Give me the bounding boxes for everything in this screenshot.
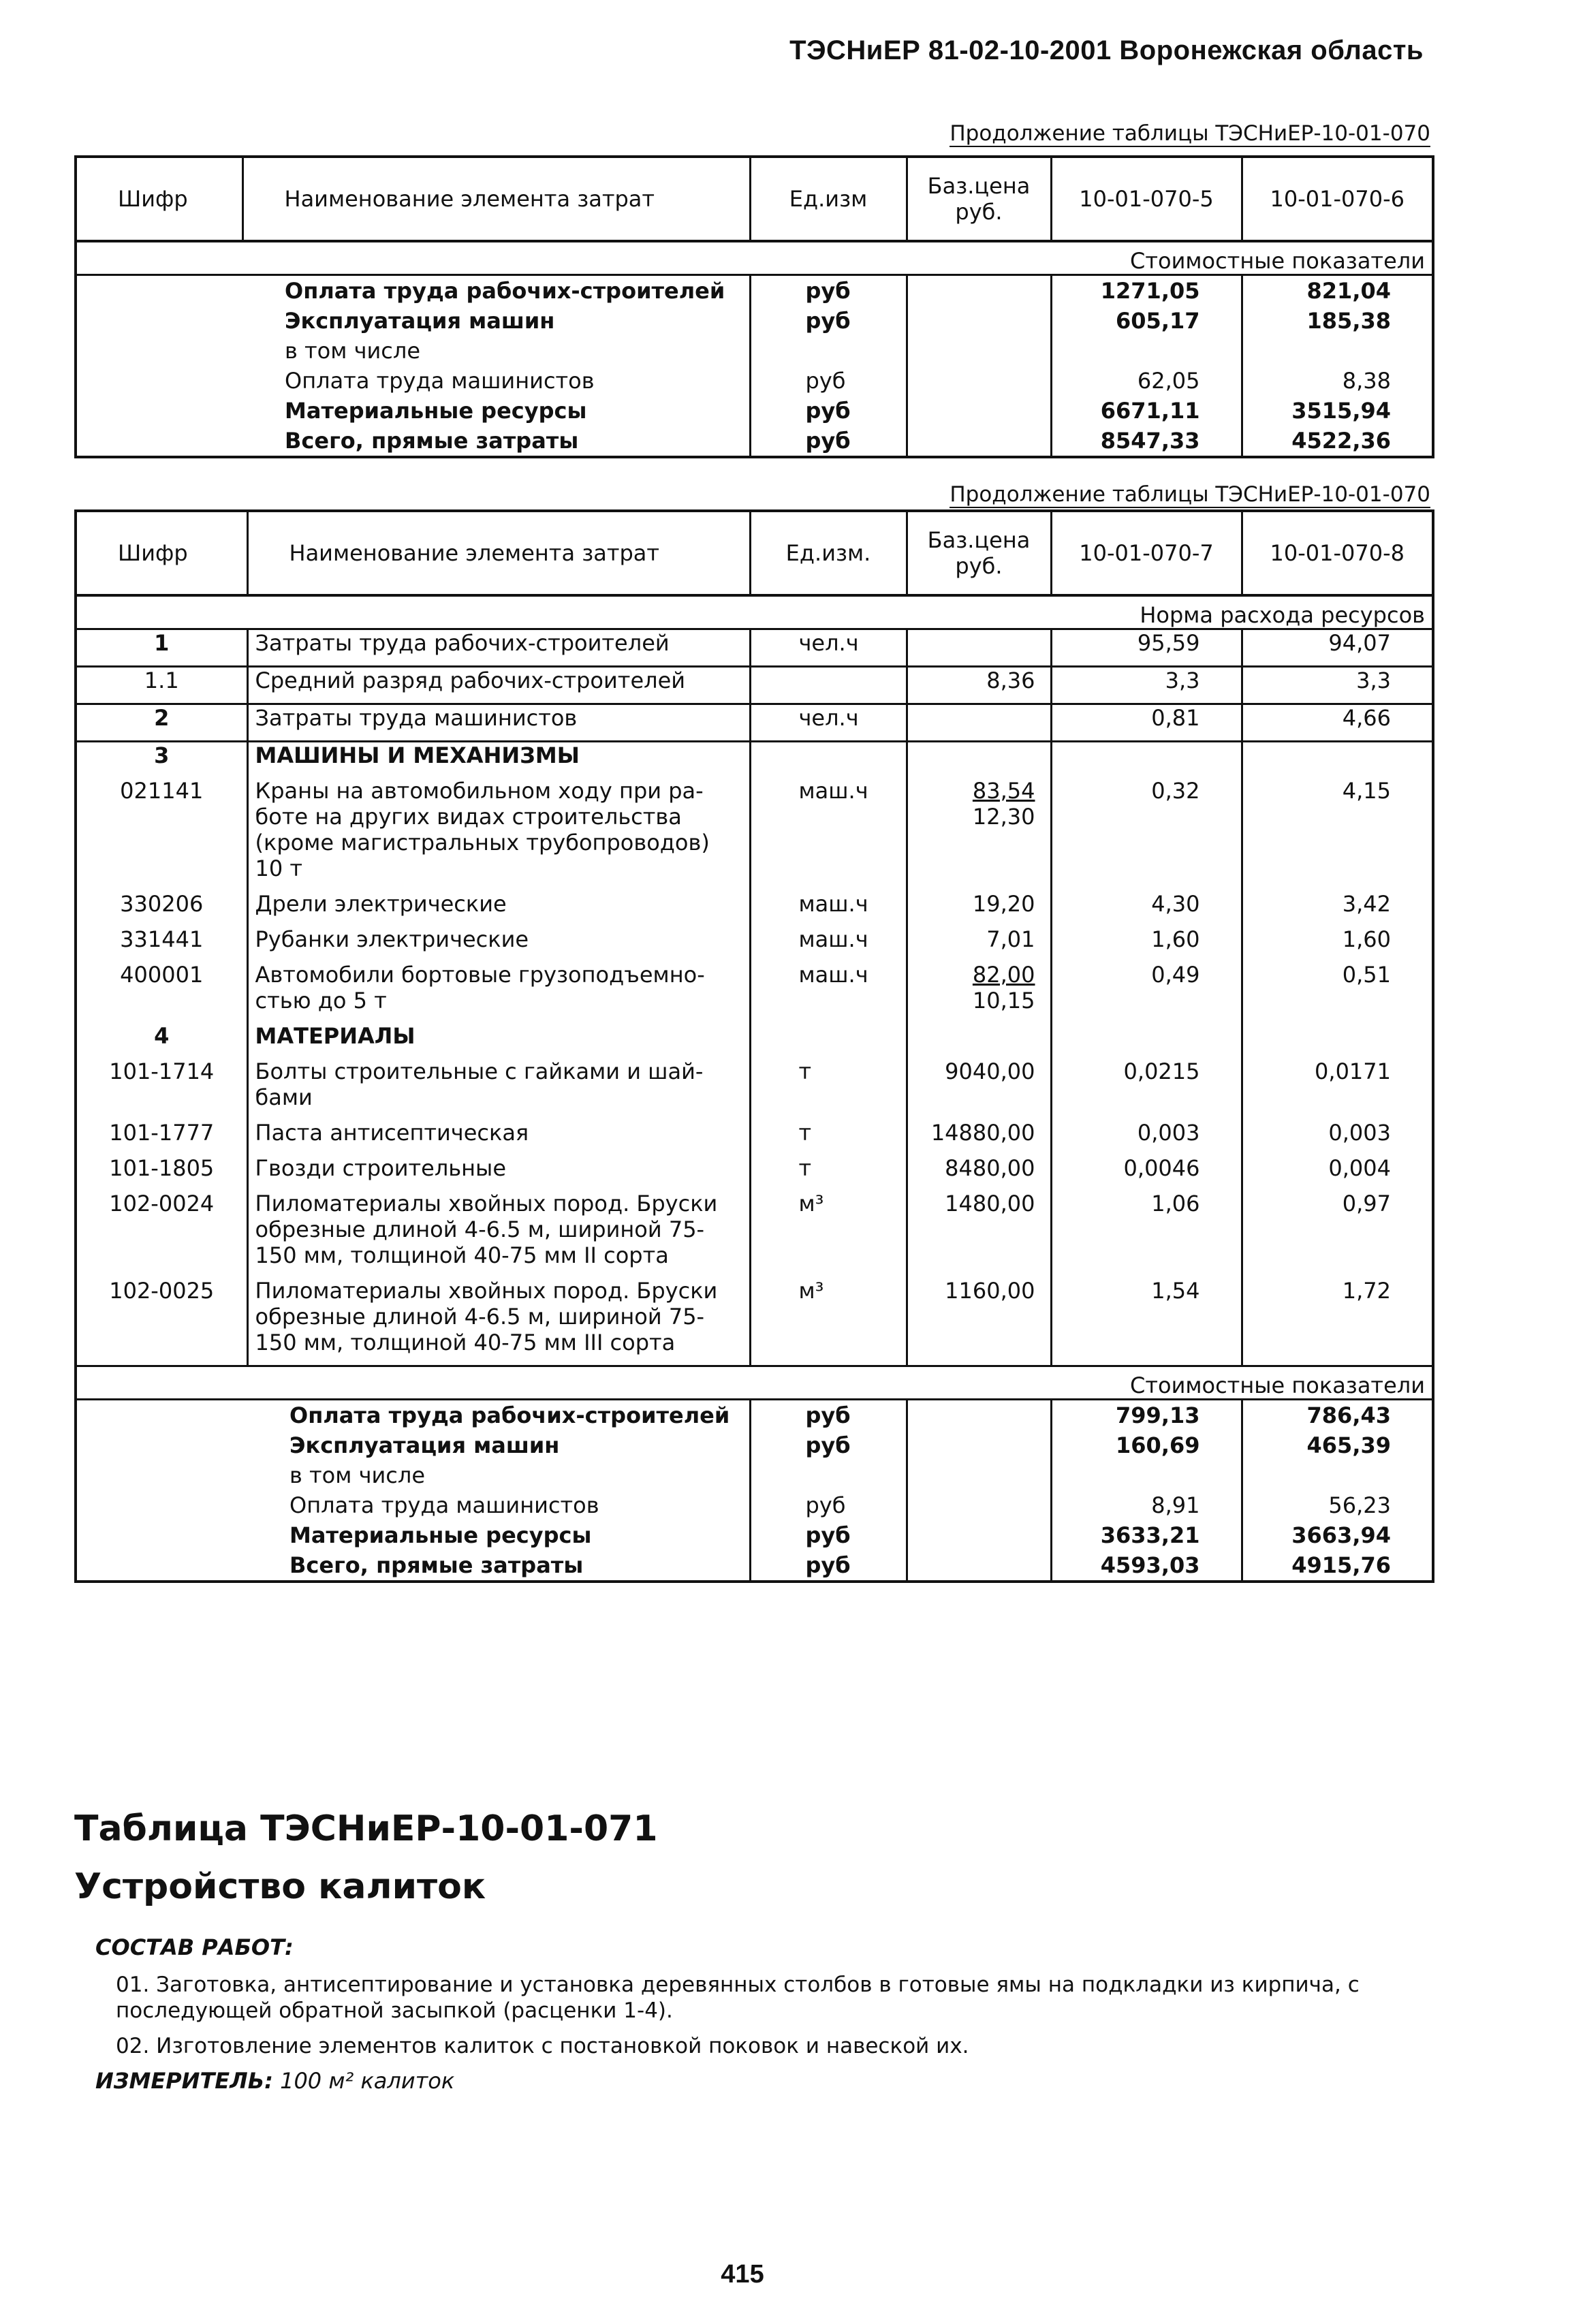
row-price	[907, 396, 1051, 426]
row-price-main: 1480,00	[945, 1191, 1035, 1216]
row-price	[907, 1460, 1051, 1490]
row-price	[907, 336, 1051, 366]
row-code: 102-0024	[76, 1191, 247, 1278]
row-value-2: 56,23	[1242, 1490, 1433, 1520]
table1-header-col2: 10-01-070-6	[1242, 157, 1433, 241]
row-price	[907, 1155, 1051, 1191]
row-price	[907, 926, 1051, 962]
table2-caption	[950, 482, 1430, 507]
row-price	[907, 1120, 1051, 1155]
row-code: 330206	[76, 891, 247, 926]
row-unit: руб	[750, 366, 907, 396]
row-price	[907, 962, 1051, 1023]
table1-row	[76, 426, 1433, 457]
table2-section-cost-label: Стоимостные показатели	[76, 1366, 1433, 1400]
table2-row	[76, 1155, 1433, 1191]
row-price-main: 8,36	[986, 668, 1035, 693]
row-code	[76, 275, 242, 307]
row-name: Эксплуатация машин	[242, 306, 750, 336]
table1-row	[76, 396, 1433, 426]
table2-row	[76, 742, 1433, 779]
work-item-2: 02. Изготовление элементов калиток с постановкой поковок и навеской их.	[116, 2034, 969, 2058]
table2-row	[76, 667, 1433, 704]
row-price	[907, 275, 1051, 307]
table1-section-row	[76, 241, 1433, 275]
row-name: Рубанки электрические	[247, 926, 750, 962]
row-value-2: 3663,94	[1242, 1520, 1433, 1550]
row-code	[76, 1550, 247, 1582]
table2-sum-row	[76, 1490, 1433, 1520]
row-unit: чел.ч	[750, 629, 907, 667]
row-value-1	[1051, 742, 1242, 779]
row-unit: чел.ч	[750, 704, 907, 742]
row-value-1: 0,0046	[1051, 1155, 1242, 1191]
table1	[74, 155, 1434, 458]
row-price	[907, 426, 1051, 457]
row-name: Затраты труда машинистов	[247, 704, 750, 742]
row-value-2: 3,42	[1242, 891, 1433, 926]
row-unit: т	[750, 1120, 907, 1155]
row-value-2: 4,66	[1242, 704, 1433, 742]
table2-sum-row	[76, 1520, 1433, 1550]
table2-row	[76, 704, 1433, 742]
row-value-1: 0,49	[1051, 962, 1242, 1023]
row-price	[907, 778, 1051, 891]
row-unit: т	[750, 1155, 907, 1191]
row-code: 2	[76, 704, 247, 742]
row-name: МАШИНЫ И МЕХАНИЗМЫ	[247, 742, 750, 779]
row-value-1: 3,3	[1051, 667, 1242, 704]
row-value-1: 4,30	[1051, 891, 1242, 926]
table2-row	[76, 778, 1433, 891]
row-price	[907, 1490, 1051, 1520]
row-name: МАТЕРИАЛЫ	[247, 1023, 750, 1058]
page-header-title: ТЭСНиЕР 81-02-10-2001 Воронежская область	[789, 35, 1424, 65]
row-unit: руб	[750, 1490, 907, 1520]
row-price-main: 83,54	[972, 778, 1035, 804]
row-value-2	[1242, 1460, 1433, 1490]
row-value-2: 4915,76	[1242, 1550, 1433, 1582]
row-price-main: 82,00	[972, 962, 1035, 988]
row-unit: руб	[750, 1550, 907, 1582]
table1-caption-text: Продолжение таблицы ТЭСНиЕР-10-01-070	[950, 121, 1430, 146]
row-unit: м³	[750, 1278, 907, 1366]
row-price	[907, 1520, 1051, 1550]
row-value-2: 185,38	[1242, 306, 1433, 336]
row-name: Оплата труда рабочих-строителей	[242, 275, 750, 307]
table2-section-norm-row	[76, 595, 1433, 629]
row-unit: руб	[750, 306, 907, 336]
table1-header-name: Наименование элемента затрат	[242, 157, 750, 241]
row-value-2: 3,3	[1242, 667, 1433, 704]
row-price	[907, 667, 1051, 704]
table2-row	[76, 926, 1433, 962]
row-value-2: 94,07	[1242, 629, 1433, 667]
row-name: Краны на автомобильном ходу при ра-боте на других видах строительства (кроме магистральных трубопроводов) 10 т	[247, 778, 750, 891]
row-value-2: 786,43	[1242, 1400, 1433, 1431]
row-price	[907, 1058, 1051, 1120]
row-unit: руб	[750, 1430, 907, 1460]
row-price-main: 8480,00	[945, 1155, 1035, 1181]
table-subtitle: Устройство калиток	[74, 1866, 486, 1907]
row-value-1: 1,06	[1051, 1191, 1242, 1278]
row-code: 1.1	[76, 667, 247, 704]
row-value-2: 821,04	[1242, 275, 1433, 307]
row-code: 331441	[76, 926, 247, 962]
row-name: Гвозди строительные	[247, 1155, 750, 1191]
row-code: 3	[76, 742, 247, 779]
table1-row	[76, 336, 1433, 366]
row-value-1: 1,60	[1051, 926, 1242, 962]
work-composition-label: СОСТАВ РАБОТ:	[95, 1934, 294, 1960]
row-code	[76, 306, 242, 336]
row-code: 101-1805	[76, 1155, 247, 1191]
row-price	[907, 1400, 1051, 1431]
table2-row	[76, 1278, 1433, 1366]
table2-body	[76, 629, 1433, 1366]
row-value-1	[1051, 1023, 1242, 1058]
table2-header-name: Наименование элемента затрат	[247, 511, 750, 595]
row-unit: руб	[750, 1520, 907, 1550]
row-price	[907, 742, 1051, 779]
row-value-1: 1,54	[1051, 1278, 1242, 1366]
row-price	[907, 704, 1051, 742]
row-code	[76, 336, 242, 366]
row-unit	[750, 336, 907, 366]
table1-header-code: Шифр	[76, 157, 242, 241]
row-value-2: 0,0171	[1242, 1058, 1433, 1120]
row-value-1: 8,91	[1051, 1490, 1242, 1520]
row-value-1: 1271,05	[1051, 275, 1242, 307]
row-value-1	[1051, 336, 1242, 366]
row-price	[907, 1430, 1051, 1460]
measure-value: 100 м² калиток	[280, 2068, 455, 2094]
table2-section-cost-row	[76, 1366, 1433, 1400]
table1-header-row	[76, 157, 1433, 241]
table2-row	[76, 891, 1433, 926]
row-unit: руб	[750, 275, 907, 307]
row-unit: руб	[750, 396, 907, 426]
row-price	[907, 1278, 1051, 1366]
row-value-2	[1242, 742, 1433, 779]
row-price-main: 9040,00	[945, 1058, 1035, 1084]
row-price	[907, 306, 1051, 336]
row-value-1: 160,69	[1051, 1430, 1242, 1460]
table2-header-col1: 10-01-070-7	[1051, 511, 1242, 595]
row-value-1: 4593,03	[1051, 1550, 1242, 1582]
row-name: Паста антисептическая	[247, 1120, 750, 1155]
row-price	[907, 1023, 1051, 1058]
row-code: 101-1714	[76, 1058, 247, 1120]
table1-header-col1: 10-01-070-5	[1051, 157, 1242, 241]
row-price-machinist: 10,15	[972, 988, 1035, 1014]
table2	[74, 509, 1434, 1583]
table2-caption-text: Продолжение таблицы ТЭСНиЕР-10-01-070	[950, 482, 1430, 507]
row-name: Всего, прямые затраты	[242, 426, 750, 457]
row-price-machinist: 12,30	[972, 804, 1035, 830]
row-code	[76, 396, 242, 426]
row-unit: маш.ч	[750, 891, 907, 926]
measure-line	[95, 2068, 454, 2094]
row-unit: маш.ч	[750, 962, 907, 1023]
row-value-2: 4,15	[1242, 778, 1433, 891]
table2-sum-row	[76, 1400, 1433, 1431]
row-price	[907, 891, 1051, 926]
page-number: 415	[721, 2260, 764, 2289]
row-value-2: 1,60	[1242, 926, 1433, 962]
row-name: Дрели электрические	[247, 891, 750, 926]
row-unit	[750, 1023, 907, 1058]
table2-header-unit: Ед.изм.	[750, 511, 907, 595]
row-unit: руб	[750, 426, 907, 457]
table1-caption	[950, 121, 1430, 146]
row-price-main: 14880,00	[930, 1120, 1035, 1146]
row-value-2: 465,39	[1242, 1430, 1433, 1460]
table1-header-price: Баз.цена руб.	[907, 157, 1051, 241]
row-name: Материальные ресурсы	[247, 1520, 750, 1550]
row-code	[76, 1400, 247, 1431]
row-value-1	[1051, 1460, 1242, 1490]
row-name: Пиломатериалы хвойных пород. Бруски обрезные длиной 4-6.5 м, шириной 75-150 мм, толщиной 40-75 мм III сорта	[247, 1278, 750, 1366]
table2-sum-row	[76, 1550, 1433, 1582]
row-value-1: 0,0215	[1051, 1058, 1242, 1120]
row-unit: маш.ч	[750, 778, 907, 891]
row-name: Болты строительные с гайками и шай-бами	[247, 1058, 750, 1120]
row-value-2: 0,004	[1242, 1155, 1433, 1191]
row-value-2: 3515,94	[1242, 396, 1433, 426]
row-name: Оплата труда машинистов	[247, 1490, 750, 1520]
row-value-1: 605,17	[1051, 306, 1242, 336]
work-item-1: 01. Заготовка, антисептирование и установка деревянных столбов в готовые ямы на подкладки из кирпича, с последующей обратной засыпкой (расценки 1-4).	[116, 1973, 1360, 2023]
row-name: Пиломатериалы хвойных пород. Бруски обрезные длиной 4-6.5 м, шириной 75-150 мм, толщиной 40-75 мм II сорта	[247, 1191, 750, 1278]
row-code	[76, 1430, 247, 1460]
table2-section-norm-label: Норма расхода ресурсов	[76, 595, 1433, 629]
row-name: Автомобили бортовые грузоподъемно-стью до 5 т	[247, 962, 750, 1023]
table2-header-price: Баз.цена руб.	[907, 511, 1051, 595]
row-code: 021141	[76, 778, 247, 891]
table1-header-unit: Ед.изм	[750, 157, 907, 241]
table2-header-col2: 10-01-070-8	[1242, 511, 1433, 595]
row-value-2: 0,51	[1242, 962, 1433, 1023]
row-price-main: 1160,00	[945, 1278, 1035, 1304]
table2-header-row	[76, 511, 1433, 595]
row-code: 102-0025	[76, 1278, 247, 1366]
measure-label: ИЗМЕРИТЕЛЬ:	[95, 2068, 273, 2094]
row-value-2	[1242, 1023, 1433, 1058]
row-unit	[750, 1460, 907, 1490]
table2-row	[76, 629, 1433, 667]
table1-section-label: Стоимостные показатели	[76, 241, 1433, 275]
table2-row	[76, 962, 1433, 1023]
row-price	[907, 1550, 1051, 1582]
row-value-2: 0,97	[1242, 1191, 1433, 1278]
row-price	[907, 366, 1051, 396]
row-name: в том числе	[242, 336, 750, 366]
table2-header-code: Шифр	[76, 511, 247, 595]
row-unit: руб	[750, 1400, 907, 1431]
row-price-main: 19,20	[972, 891, 1035, 917]
row-code	[76, 1520, 247, 1550]
row-unit	[750, 667, 907, 704]
table2-sums	[76, 1400, 1433, 1582]
row-price	[907, 1191, 1051, 1278]
table2-row	[76, 1120, 1433, 1155]
row-unit	[750, 742, 907, 779]
row-value-1: 95,59	[1051, 629, 1242, 667]
row-name: Оплата труда машинистов	[242, 366, 750, 396]
row-name: Материальные ресурсы	[242, 396, 750, 426]
row-value-2: 8,38	[1242, 366, 1433, 396]
table2-row	[76, 1023, 1433, 1058]
row-unit: маш.ч	[750, 926, 907, 962]
table2-sum-row	[76, 1460, 1433, 1490]
table2-row	[76, 1191, 1433, 1278]
row-code: 4	[76, 1023, 247, 1058]
table1-row	[76, 275, 1433, 307]
row-value-1: 3633,21	[1051, 1520, 1242, 1550]
row-name: в том числе	[247, 1460, 750, 1490]
row-value-1: 0,81	[1051, 704, 1242, 742]
row-value-2: 0,003	[1242, 1120, 1433, 1155]
table1-row	[76, 306, 1433, 336]
row-name: Эксплуатация машин	[247, 1430, 750, 1460]
row-code	[76, 366, 242, 396]
row-unit: т	[750, 1058, 907, 1120]
table1-row	[76, 366, 1433, 396]
table2-row	[76, 1058, 1433, 1120]
row-name: Оплата труда рабочих-строителей	[247, 1400, 750, 1431]
row-price	[907, 629, 1051, 667]
row-code: 400001	[76, 962, 247, 1023]
row-value-1: 62,05	[1051, 366, 1242, 396]
row-code	[76, 426, 242, 457]
row-value-2: 1,72	[1242, 1278, 1433, 1366]
row-unit: м³	[750, 1191, 907, 1278]
row-price-main: 7,01	[986, 926, 1035, 952]
row-value-1: 0,003	[1051, 1120, 1242, 1155]
row-value-2: 4522,36	[1242, 426, 1433, 457]
row-name: Всего, прямые затраты	[247, 1550, 750, 1582]
row-code: 1	[76, 629, 247, 667]
table1-body	[76, 275, 1433, 458]
row-code	[76, 1490, 247, 1520]
row-value-1: 8547,33	[1051, 426, 1242, 457]
row-name: Затраты труда рабочих-строителей	[247, 629, 750, 667]
row-value-1: 6671,11	[1051, 396, 1242, 426]
table-title: Таблица ТЭСНиЕР-10-01-071	[74, 1808, 658, 1849]
row-value-1: 0,32	[1051, 778, 1242, 891]
row-value-1: 799,13	[1051, 1400, 1242, 1431]
table2-sum-row	[76, 1430, 1433, 1460]
row-value-2	[1242, 336, 1433, 366]
row-name: Средний разряд рабочих-строителей	[247, 667, 750, 704]
row-code	[76, 1460, 247, 1490]
row-code: 101-1777	[76, 1120, 247, 1155]
